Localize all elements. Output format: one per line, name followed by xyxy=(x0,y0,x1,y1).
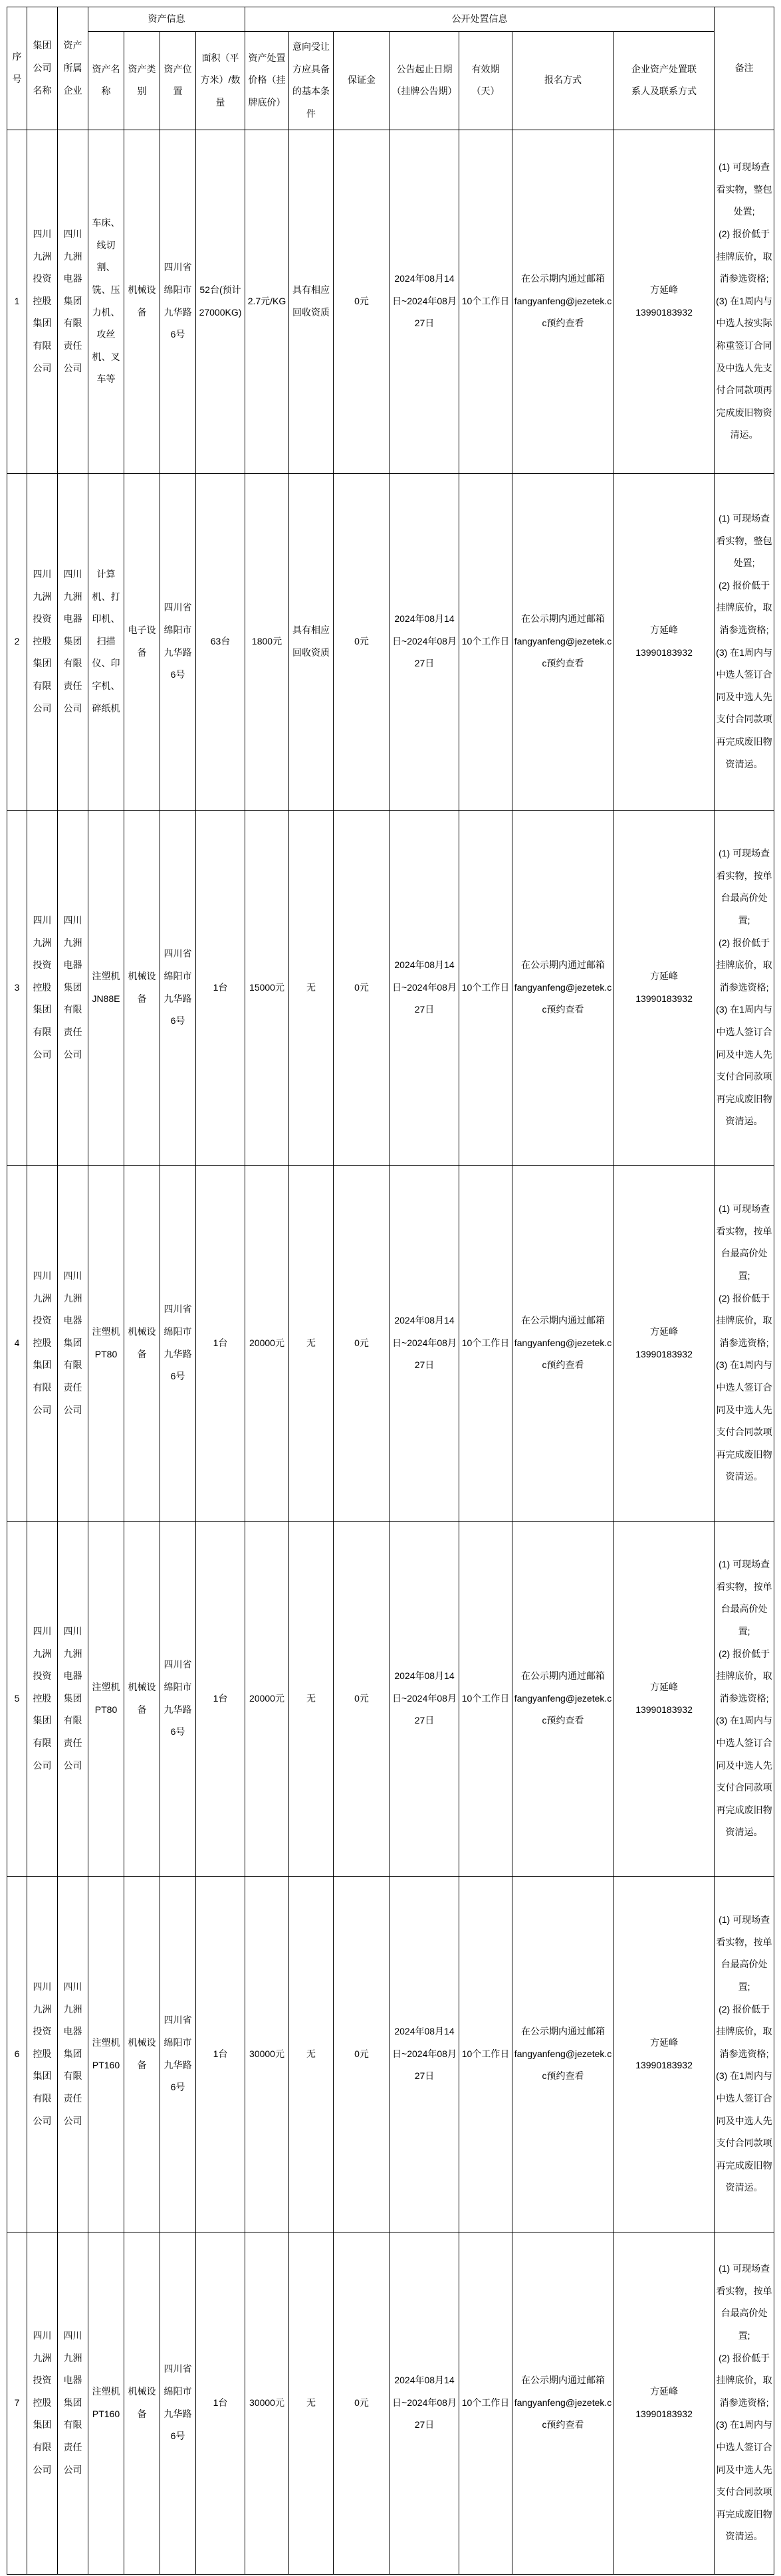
remark-line: (3) 在1周内与中选人按实际称重签订合同及中选人先支付合同款项再完成废旧物资清运。 xyxy=(716,295,772,441)
contact-name: 方延峰 xyxy=(650,1326,679,1337)
contact-phone: 13990183932 xyxy=(635,306,693,318)
cell-deposit: 0元 xyxy=(334,2232,390,2574)
table-row xyxy=(7,1521,774,1876)
col-header-validity xyxy=(459,31,512,130)
cell-validity: 10个工作日 xyxy=(459,810,512,1165)
remark-line: (3) 在1周内与中选人签订合同及中选人先支付合同款项再完成废旧物资清运。 xyxy=(716,2070,772,2193)
remark-line: (2) 报价低于挂牌底价，取消参选资格; xyxy=(716,1292,772,1348)
cell-asset-category: 机械设备 xyxy=(124,1165,160,1521)
cell-group-company: 四川九洲投资控股集团有限公司 xyxy=(27,473,58,810)
contact-phone: 13990183932 xyxy=(635,2408,693,2419)
cell-conditions: 无 xyxy=(289,1165,334,1521)
cell-owner-enterprise: 四川九洲电器集团有限责任公司 xyxy=(58,473,88,810)
cell-deposit: 0元 xyxy=(334,1165,390,1521)
contact-name: 方延峰 xyxy=(650,1682,679,1692)
contact-phone: 13990183932 xyxy=(635,1704,693,1715)
remark-line: (3) 在1周内与中选人签订合同及中选人先支付合同款项再完成废旧物资清运。 xyxy=(716,1004,772,1127)
cell-asset-location: 四川省绵阳市九华路6号 xyxy=(160,1876,196,2232)
remark-line: (2) 报价低于挂牌底价，取消参选资格; xyxy=(716,229,772,284)
cell-contact xyxy=(614,810,715,1165)
cell-conditions: 无 xyxy=(289,810,334,1165)
cell-validity: 10个工作日 xyxy=(459,1165,512,1521)
table-row xyxy=(7,130,774,473)
table-row xyxy=(7,1876,774,2232)
col-header-contact-text: 企业资产处置联系人及联系方式 xyxy=(631,63,697,97)
col-header-contact xyxy=(614,31,715,130)
cell-seq: 4 xyxy=(7,1165,27,1521)
cell-area-quantity: 1台 xyxy=(196,810,245,1165)
cell-contact xyxy=(614,1876,715,2232)
cell-registration: 在公示期内通过邮箱fangyanfeng@jezetek.cc预约查看 xyxy=(512,473,614,810)
cell-asset-category: 机械设备 xyxy=(124,130,160,473)
cell-asset-category: 机械设备 xyxy=(124,810,160,1165)
cell-group-company: 四川九洲投资控股集团有限公司 xyxy=(27,810,58,1165)
cell-price: 15000元 xyxy=(245,810,289,1165)
cell-asset-category: 电子设备 xyxy=(124,473,160,810)
cell-announcement-period: 2024年08月14日~2024年08月27日 xyxy=(390,810,459,1165)
cell-asset-name: 车床、线切割、铣、压力机、攻丝机、叉车等 xyxy=(88,130,124,473)
table-row xyxy=(7,2232,774,2574)
cell-deposit: 0元 xyxy=(334,1876,390,2232)
cell-remarks xyxy=(715,1521,774,1876)
cell-price: 2.7元/KG xyxy=(245,130,289,473)
cell-asset-location: 四川省绵阳市九华路6号 xyxy=(160,1521,196,1876)
cell-deposit: 0元 xyxy=(334,130,390,473)
contact-phone: 13990183932 xyxy=(635,993,693,1004)
remark-line: (2) 报价低于挂牌底价，取消参选资格; xyxy=(716,579,772,635)
cell-announcement-period: 2024年08月14日~2024年08月27日 xyxy=(390,473,459,810)
cell-conditions: 具有相应回收资质 xyxy=(289,130,334,473)
contact-name: 方延峰 xyxy=(650,2386,679,2397)
cell-validity: 10个工作日 xyxy=(459,1521,512,1876)
cell-group-company: 四川九洲投资控股集团有限公司 xyxy=(27,1521,58,1876)
cell-validity: 10个工作日 xyxy=(459,473,512,810)
col-group-asset-info: 资产信息 xyxy=(88,7,245,32)
cell-remarks xyxy=(715,1876,774,2232)
cell-conditions: 无 xyxy=(289,1521,334,1876)
cell-remarks xyxy=(715,130,774,473)
col-header-conditions: 意向受让方应具备的基本条件 xyxy=(289,31,334,130)
col-header-owner-enterprise: 资产所属企业 xyxy=(58,7,88,130)
remark-line: (1) 可现场查看实物，按单台最高价处置; xyxy=(716,2263,772,2341)
cell-seq: 3 xyxy=(7,810,27,1165)
col-group-disposal-info: 公开处置信息 xyxy=(245,7,715,32)
cell-contact xyxy=(614,2232,715,2574)
cell-price: 1800元 xyxy=(245,473,289,810)
cell-area-quantity: 63台 xyxy=(196,473,245,810)
cell-area-quantity: 1台 xyxy=(196,1165,245,1521)
cell-price: 20000元 xyxy=(245,1521,289,1876)
contact-name: 方延峰 xyxy=(650,2037,679,2048)
cell-announcement-period: 2024年08月14日~2024年08月27日 xyxy=(390,1876,459,2232)
cell-registration: 在公示期内通过邮箱fangyanfeng@jezetek.cc预约查看 xyxy=(512,810,614,1165)
cell-deposit: 0元 xyxy=(334,473,390,810)
cell-announcement-period: 2024年08月14日~2024年08月27日 xyxy=(390,1521,459,1876)
contact-name: 方延峰 xyxy=(650,625,679,635)
cell-asset-category: 机械设备 xyxy=(124,2232,160,2574)
cell-owner-enterprise: 四川九洲电器集团有限责任公司 xyxy=(58,1165,88,1521)
cell-announcement-period: 2024年08月14日~2024年08月27日 xyxy=(390,2232,459,2574)
remark-line: (2) 报价低于挂牌底价，取消参选资格; xyxy=(716,2352,772,2408)
cell-contact xyxy=(614,1165,715,1521)
cell-registration: 在公示期内通过邮箱fangyanfeng@jezetek.cc预约查看 xyxy=(512,2232,614,2574)
cell-seq: 6 xyxy=(7,1876,27,2232)
contact-phone: 13990183932 xyxy=(635,1348,693,1359)
header-group-row xyxy=(7,7,774,32)
remark-line: (3) 在1周内与中选人签订合同及中选人先支付合同款项再完成废旧物资清运。 xyxy=(716,2419,772,2542)
cell-remarks xyxy=(715,1165,774,1521)
cell-remarks xyxy=(715,2232,774,2574)
col-header-asset-location: 资产位置 xyxy=(160,31,196,130)
cell-group-company: 四川九洲投资控股集团有限公司 xyxy=(27,130,58,473)
col-header-remarks: 备注 xyxy=(715,7,774,130)
cell-registration: 在公示期内通过邮箱fangyanfeng@jezetek.cc预约查看 xyxy=(512,1876,614,2232)
cell-owner-enterprise: 四川九洲电器集团有限责任公司 xyxy=(58,130,88,473)
cell-price: 30000元 xyxy=(245,1876,289,2232)
cell-conditions: 无 xyxy=(289,1876,334,2232)
col-header-announcement-period: 公告起止日期（挂牌公告期） xyxy=(390,31,459,130)
remark-line: (2) 报价低于挂牌底价，取消参选资格; xyxy=(716,2003,772,2059)
remark-line: (3) 在1周内与中选人签订合同及中选人先支付合同款项再完成废旧物资清运。 xyxy=(716,646,772,769)
col-header-asset-name: 资产名称 xyxy=(88,31,124,130)
cell-remarks xyxy=(715,473,774,810)
remark-line: (1) 可现场查看实物，按单台最高价处置; xyxy=(716,848,772,926)
col-header-area-quantity: 面积（平方米）/数量 xyxy=(196,31,245,130)
cell-deposit: 0元 xyxy=(334,1521,390,1876)
cell-seq: 7 xyxy=(7,2232,27,2574)
contact-phone: 13990183932 xyxy=(635,646,693,658)
cell-conditions: 具有相应回收资质 xyxy=(289,473,334,810)
cell-validity: 10个工作日 xyxy=(459,130,512,473)
cell-registration: 在公示期内通过邮箱fangyanfeng@jezetek.cc预约查看 xyxy=(512,130,614,473)
cell-asset-name: 注塑机PT160 xyxy=(88,1876,124,2232)
remark-line: (1) 可现场查看实物，按单台最高价处置; xyxy=(716,1559,772,1637)
cell-area-quantity: 52台(预计27000KG) xyxy=(196,130,245,473)
table-row xyxy=(7,473,774,810)
header-sub-row xyxy=(7,31,774,130)
cell-asset-name: 计算机、打印机、扫描仪、印字机、碎纸机 xyxy=(88,473,124,810)
cell-asset-location: 四川省绵阳市九华路6号 xyxy=(160,130,196,473)
col-header-deposit: 保证金 xyxy=(334,31,390,130)
cell-asset-name: 注塑机PT80 xyxy=(88,1165,124,1521)
cell-asset-location: 四川省绵阳市九华路6号 xyxy=(160,810,196,1165)
remark-line: (1) 可现场查看实物，按单台最高价处置; xyxy=(716,1914,772,1993)
cell-area-quantity: 1台 xyxy=(196,1876,245,2232)
cell-owner-enterprise: 四川九洲电器集团有限责任公司 xyxy=(58,2232,88,2574)
col-header-validity-text: 有效期（天） xyxy=(471,63,500,97)
cell-group-company: 四川九洲投资控股集团有限公司 xyxy=(27,1876,58,2232)
cell-asset-category: 机械设备 xyxy=(124,1521,160,1876)
contact-name: 方延峰 xyxy=(650,284,679,295)
cell-seq: 2 xyxy=(7,473,27,810)
cell-asset-location: 四川省绵阳市九华路6号 xyxy=(160,1165,196,1521)
cell-contact xyxy=(614,473,715,810)
cell-group-company: 四川九洲投资控股集团有限公司 xyxy=(27,2232,58,2574)
cell-deposit: 0元 xyxy=(334,810,390,1165)
col-header-seq: 序号 xyxy=(7,7,27,130)
cell-price: 20000元 xyxy=(245,1165,289,1521)
cell-asset-location: 四川省绵阳市九华路6号 xyxy=(160,2232,196,2574)
remark-line: (3) 在1周内与中选人签订合同及中选人先支付合同款项再完成废旧物资清运。 xyxy=(716,1359,772,1482)
cell-owner-enterprise: 四川九洲电器集团有限责任公司 xyxy=(58,1521,88,1876)
cell-asset-name: 注塑机PT160 xyxy=(88,2232,124,2574)
remark-line: (3) 在1周内与中选人签订合同及中选人先支付合同款项再完成废旧物资清运。 xyxy=(716,1715,772,1838)
cell-seq: 1 xyxy=(7,130,27,473)
cell-validity: 10个工作日 xyxy=(459,1876,512,2232)
cell-remarks xyxy=(715,810,774,1165)
cell-contact xyxy=(614,130,715,473)
cell-conditions: 无 xyxy=(289,2232,334,2574)
cell-owner-enterprise: 四川九洲电器集团有限责任公司 xyxy=(58,810,88,1165)
cell-registration: 在公示期内通过邮箱fangyanfeng@jezetek.cc预约查看 xyxy=(512,1165,614,1521)
remark-line: (1) 可现场查看实物，按单台最高价处置; xyxy=(716,1203,772,1282)
remark-line: (1) 可现场查看实物，整包处置; xyxy=(716,161,772,217)
asset-disposal-table xyxy=(7,7,774,2575)
cell-seq: 5 xyxy=(7,1521,27,1876)
cell-registration: 在公示期内通过邮箱fangyanfeng@jezetek.cc预约查看 xyxy=(512,1521,614,1876)
cell-asset-location: 四川省绵阳市九华路6号 xyxy=(160,473,196,810)
col-header-price: 资产处置价格（挂牌底价） xyxy=(245,31,289,130)
contact-phone: 13990183932 xyxy=(635,2059,693,2070)
cell-asset-name: 注塑机PT80 xyxy=(88,1521,124,1876)
cell-asset-name: 注塑机JN88E xyxy=(88,810,124,1165)
cell-price: 30000元 xyxy=(245,2232,289,2574)
table-row xyxy=(7,1165,774,1521)
cell-announcement-period: 2024年08月14日~2024年08月27日 xyxy=(390,130,459,473)
remark-line: (2) 报价低于挂牌底价，取消参选资格; xyxy=(716,937,772,993)
cell-contact xyxy=(614,1521,715,1876)
cell-area-quantity: 1台 xyxy=(196,1521,245,1876)
cell-asset-category: 机械设备 xyxy=(124,1876,160,2232)
cell-area-quantity: 1台 xyxy=(196,2232,245,2574)
remark-line: (2) 报价低于挂牌底价，取消参选资格; xyxy=(716,1648,772,1704)
cell-owner-enterprise: 四川九洲电器集团有限责任公司 xyxy=(58,1876,88,2232)
cell-group-company: 四川九洲投资控股集团有限公司 xyxy=(27,1165,58,1521)
remark-line: (1) 可现场查看实物，整包处置; xyxy=(716,513,772,569)
table-row xyxy=(7,810,774,1165)
col-header-group-company: 集团公司名称 xyxy=(27,7,58,130)
cell-validity: 10个工作日 xyxy=(459,2232,512,2574)
cell-announcement-period: 2024年08月14日~2024年08月27日 xyxy=(390,1165,459,1521)
contact-name: 方延峰 xyxy=(650,971,679,981)
col-header-asset-category: 资产类别 xyxy=(124,31,160,130)
col-header-registration: 报名方式 xyxy=(512,31,614,130)
